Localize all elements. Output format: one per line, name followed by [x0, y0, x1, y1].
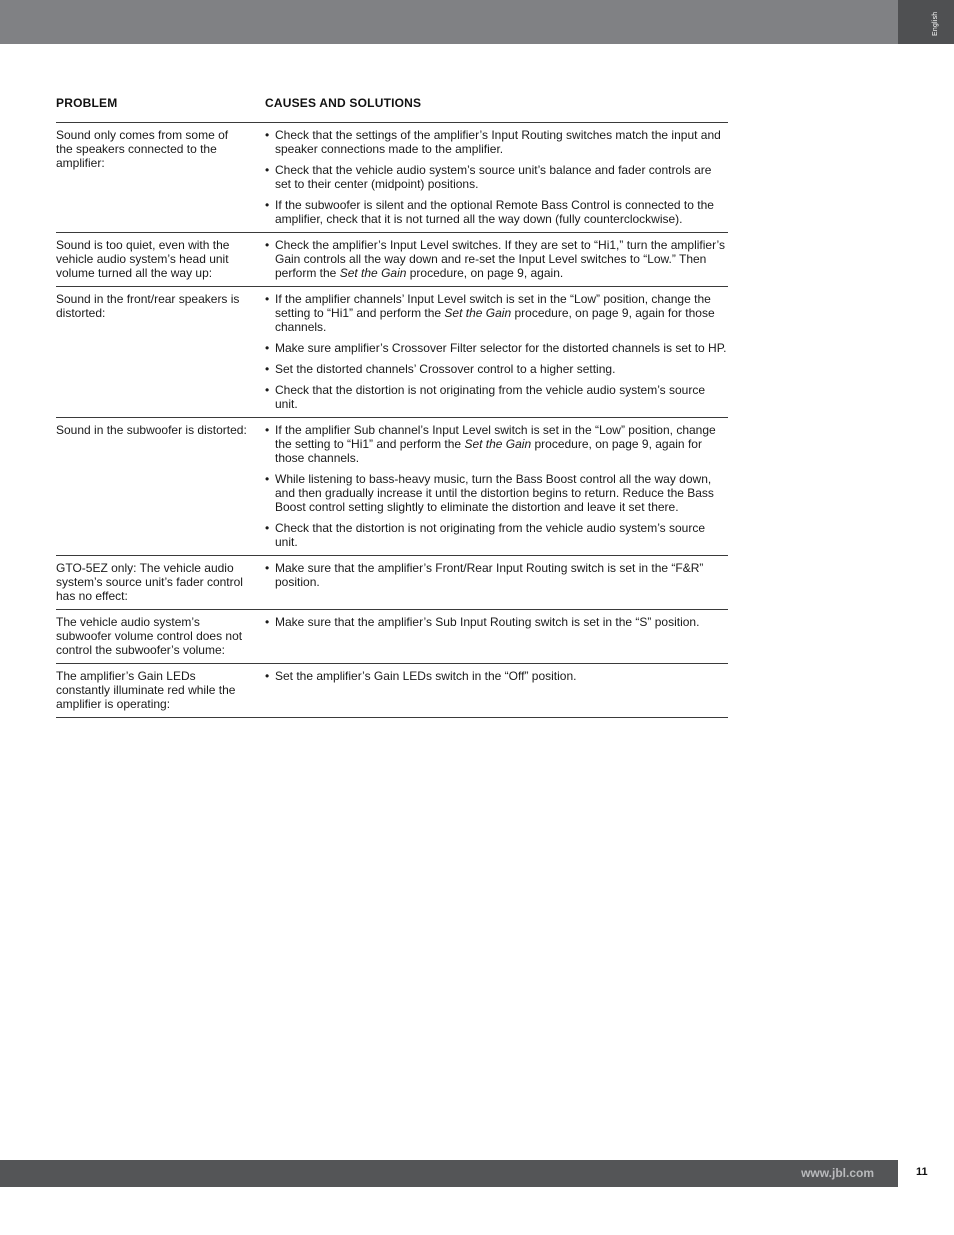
solution-item: • Make sure that the amplifier’s Sub Input Routing switch is set in the “S” position.	[265, 615, 728, 629]
problem-cell: Sound in the front/rear speakers is distorted:	[56, 292, 240, 320]
causes-cell	[265, 615, 728, 657]
problem-cell: The vehicle audio system’s subwoofer volume control does not control the subwoofer’s volume:	[56, 615, 243, 657]
header-bar	[0, 0, 898, 44]
column-header-problem: PROBLEM	[56, 96, 118, 110]
solution-item: • Check the amplifier’s Input Level switches. If they are set to “Hi1,” turn the amplifier’s Gain controls all the way down and re-set the Input Level switches to “Low.” Then perform the Set the Gain procedure, on page 9, again.	[265, 238, 728, 280]
solution-item: • While listening to bass-heavy music, turn the Bass Boost control all the way down, and then gradually increase it until the distortion begins to return. Reduce the Bass Boost control setting slightly to eliminate the distortion and leave it set there.	[265, 472, 728, 514]
solution-item: • If the subwoofer is silent and the optional Remote Bass Control is connected to the amplifier, check that it is not turned all the way down (fully counterclockwise).	[265, 198, 728, 226]
table-body	[56, 123, 728, 718]
footer-bar	[0, 1160, 898, 1187]
solution-item: • Make sure that the amplifier’s Front/Rear Input Routing switch is set in the “F&R” position.	[265, 561, 728, 589]
table-row	[56, 123, 728, 233]
table-row	[56, 664, 728, 718]
website-url[interactable]: www.jbl.com	[801, 1166, 874, 1180]
solution-item: • Set the amplifier’s Gain LEDs switch in the “Off” position.	[265, 669, 728, 683]
causes-cell	[265, 561, 728, 603]
language-label: English	[932, 11, 939, 36]
table-row	[56, 233, 728, 287]
solution-item: • If the amplifier Sub channel’s Input Level switch is set in the “Low” position, change the setting to “Hi1” and perform the Set the Gain procedure, on page 9, again for those channels.	[265, 423, 728, 465]
causes-cell	[265, 128, 728, 226]
table-row	[56, 610, 728, 664]
causes-cell	[265, 669, 728, 711]
troubleshooting-table	[56, 96, 728, 718]
language-tab	[898, 0, 954, 44]
table-row	[56, 556, 728, 610]
page-number: 11	[916, 1166, 928, 1178]
problem-cell: The amplifier’s Gain LEDs constantly illuminate red while the amplifier is operating:	[56, 669, 236, 711]
problem-cell: Sound only comes from some of the speakers connected to the amplifier:	[56, 128, 229, 170]
table-row	[56, 287, 728, 418]
causes-cell	[265, 423, 728, 549]
table-header	[56, 96, 728, 123]
causes-cell	[265, 238, 728, 280]
solution-item: • Set the distorted channels’ Crossover control to a higher setting.	[265, 362, 728, 376]
problem-cell: Sound in the subwoofer is distorted:	[56, 423, 247, 437]
causes-cell	[265, 292, 728, 411]
problem-cell: GTO-5EZ only: The vehicle audio system’s source unit’s fader control has no effect:	[56, 561, 243, 603]
solution-item: • Check that the settings of the amplifier’s Input Routing switches match the input and speaker connections made to the amplifier.	[265, 128, 728, 156]
solution-item: • If the amplifier channels’ Input Level switch is set in the “Low” position, change the setting to “Hi1” and perform the Set the Gain procedure, on page 9, again for those channels.	[265, 292, 728, 334]
solution-item: • Make sure amplifier’s Crossover Filter selector for the distorted channels is set to HP.	[265, 341, 728, 355]
column-header-causes: CAUSES AND SOLUTIONS	[265, 96, 422, 110]
table-row	[56, 418, 728, 556]
solution-item: • Check that the vehicle audio system’s source unit’s balance and fader controls are set to their center (midpoint) positions.	[265, 163, 728, 191]
problem-cell: Sound is too quiet, even with the vehicle audio system’s head unit volume turned all the way up:	[56, 238, 230, 280]
solution-item: • Check that the distortion is not originating from the vehicle audio system’s source unit.	[265, 521, 728, 549]
solution-item: • Check that the distortion is not originating from the vehicle audio system’s source unit.	[265, 383, 728, 411]
